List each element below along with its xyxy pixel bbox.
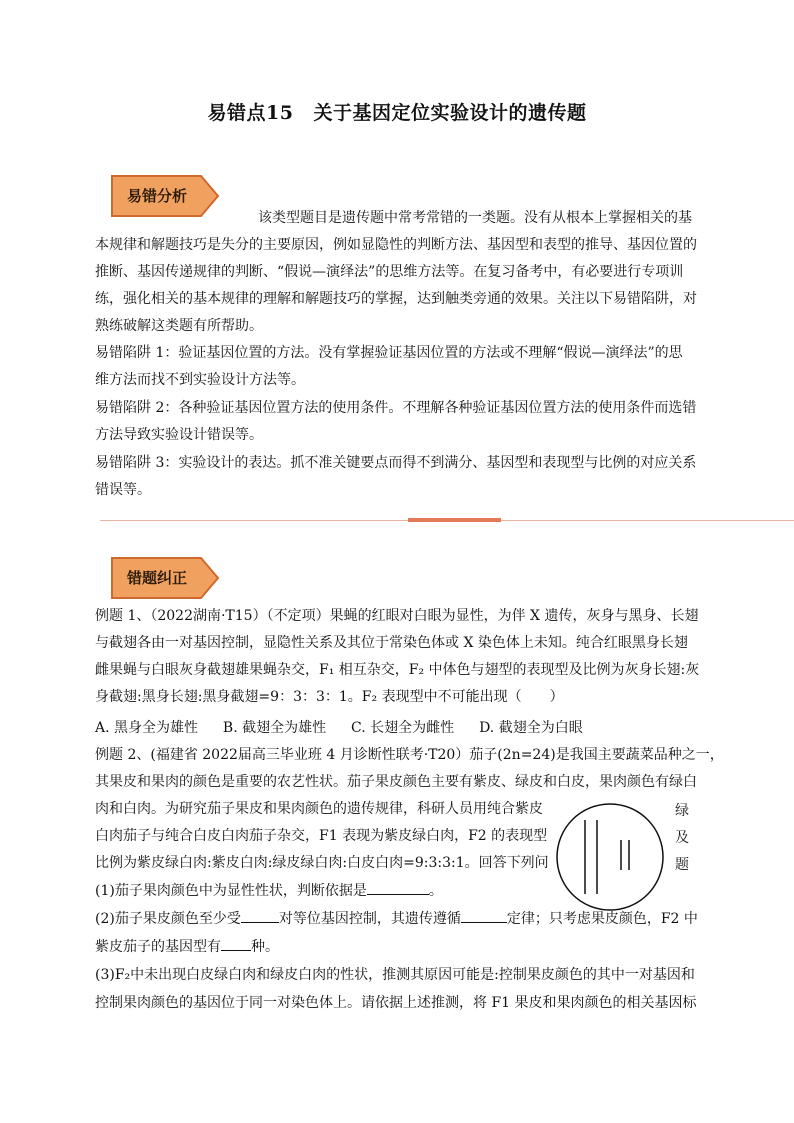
chromosome-circle-figure [555,802,665,912]
question-2-line-2: 紫皮茄子的基因型有 种。 [95,934,279,961]
option-d: D. 截翅全为白眼 [479,720,583,736]
trap-3-line-1: 易错陷阱 3：实验设计的表达。抓不准关键要点而得不到满分、基因型和表现型与比例的对应关系 [95,455,697,471]
section-tag-correction [109,556,221,600]
title-text: 关于基因定位实验设计的遗传题 [313,102,587,124]
example1-options [95,715,583,742]
intro-line-5: 熟练破解这类题有所帮助。 [95,318,263,334]
option-a: A. 黑身全为雄性 [95,720,199,736]
trap-1-line-1: 易错陷阱 1：验证基因位置的方法。没有掌握验证基因位置的方法或不理解“假说—演绎法”的思 [95,345,683,361]
trap-2-line-1: 易错陷阱 2：各种验证基因位置方法的使用条件。不理解各种验证基因位置方法的使用条件而选错 [95,400,697,416]
section-divider-accent [408,518,501,522]
example2-line-5: 比例为紫皮绿白肉:紫皮白肉:绿皮绿白肉:白皮白肉=9:3:3:1。回答下列问 [95,855,549,871]
answer-blank[interactable] [241,908,279,923]
example2-line-1: 例题 2、(福建省 2022届高三毕业班 4 月诊断性联考·T20）茄子(2n=24)是我国主要蔬菜品种之一， [95,747,724,763]
example1-line-1: 例题 1、（2022湖南·T15）（不定项）果蝇的红眼对白眼为显性，为伴 X 遗传，灰身与黑身、长翅 [95,608,699,624]
example2-right-char-1: 绿 [675,803,689,819]
example2-line-3: 肉和白肉。为研究茄子果皮和果肉颜色的遗传规律，科研人员用纯合紫皮 [95,801,543,817]
section-tag-label: 易错分析 [126,187,187,205]
example1-line-4: 身截翅:黑身长翅:黑身截翅=9：3：3：1。F₂ 表现型中不可能出现（ ） [95,689,564,705]
intro-line-1: 该类型题目是遗传题中常考常错的一类题。没有从根本上掌握相关的基 [258,210,692,226]
trap-3-line-2: 错误等。 [95,482,151,498]
intro-line-2: 本规律和解题技巧是失分的主要原因，例如显隐性的判断方法、基因型和表型的推导、基因位置的 [95,237,697,253]
example2-line-4: 白肉茄子与纯合白皮白肉茄子杂交，F1 表现为紫皮绿白肉，F2 的表现型 [95,828,548,844]
question-2-line-1: (2)茄子果皮颜色至少受 对等位基因控制，其遗传遵循 定律；只考虑果皮颜色，F2 中 [95,906,698,933]
section-tag-label: 错题纠正 [126,569,187,587]
title-code: 易错点15 [207,102,294,124]
answer-blank[interactable] [367,880,429,895]
intro-line-4: 练，强化相关的基本规律的理解和解题技巧的掌握，达到触类旁通的效果。关注以下易错陷阱，对 [95,291,697,307]
trap-1-line-2: 维方法而找不到实验设计方法等。 [95,372,305,388]
page-title [0,98,794,125]
option-c: C. 长翅全为雌性 [351,720,455,736]
question-3-line-1: (3)F₂中未出现白皮绿白肉和绿皮白肉的性状，推测其原因可能是:控制果皮颜色的其中一对基因和 [95,967,695,983]
example2-right-char-3: 题 [675,857,689,873]
trap-2-line-2: 方法导致实验设计错误等。 [95,427,263,443]
example2-right-char-2: 及 [675,830,689,846]
option-b: B. 截翅全为雄性 [222,720,327,736]
intro-line-3: 推断、基因传递规律的判断、“假说—演绎法”的思维方法等。在复习备考中，有必要进行专项训 [95,264,684,280]
answer-blank[interactable] [461,908,507,923]
question-1: (1)茄子果肉颜色中为显性性状，判断依据是 。 [95,878,443,905]
question-3-line-2: 控制果肉颜色的基因位于同一对染色体上。请依据上述推测，将 F1 果皮和果肉颜色的相关基因标 [95,995,697,1011]
section-tag-analysis [109,174,221,218]
example1-line-3: 雌果蝇与白眼灰身截翅雄果蝇杂交，F₁ 相互杂交，F₂ 中体色与翅型的表现型及比例为灰身长翅:灰 [95,662,700,678]
example2-line-2: 其果皮和果肉的颜色是重要的农艺性状。茄子果皮颜色主要有紫皮、绿皮和白皮，果肉颜色有绿白 [95,774,697,790]
answer-blank[interactable] [221,936,251,951]
example1-line-2: 与截翅各由一对基因控制，显隐性关系及其位于常染色体或 X 染色体上未知。纯合红眼黑身长翅 [95,635,688,651]
